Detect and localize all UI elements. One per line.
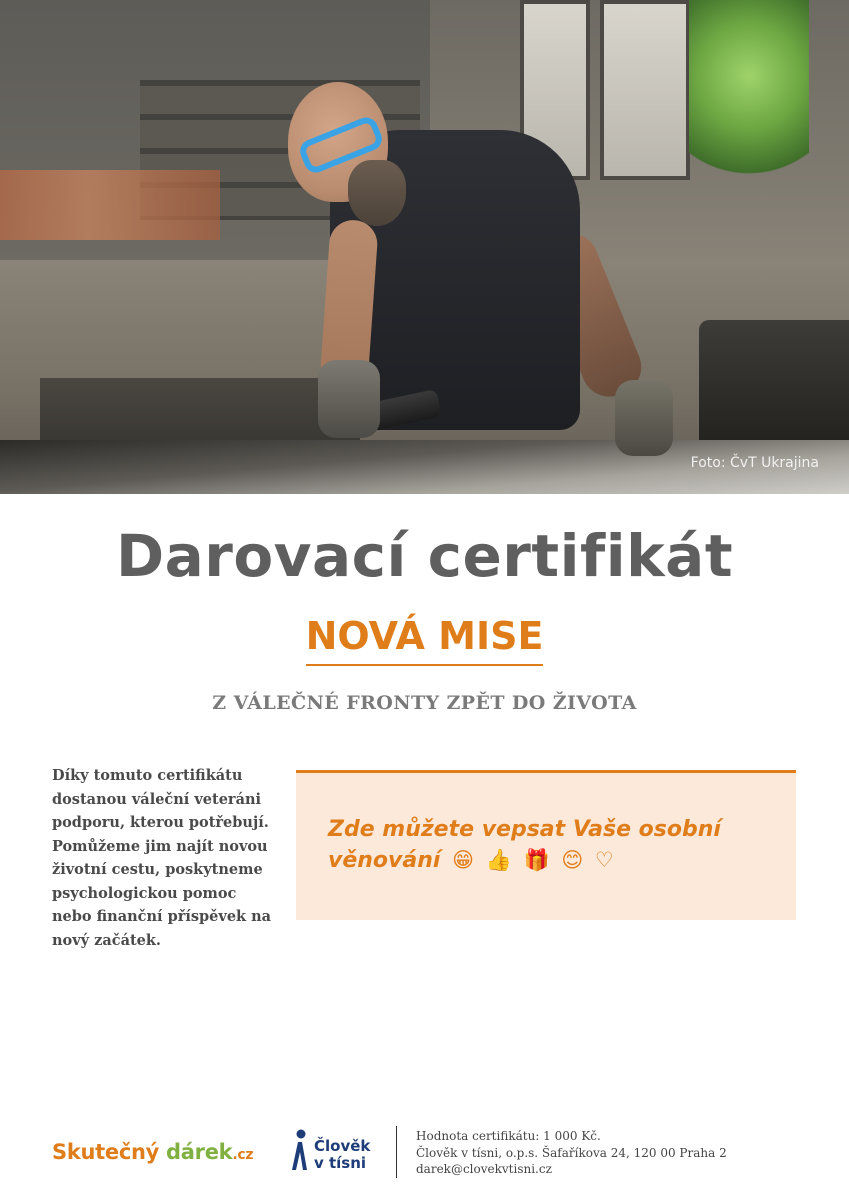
hero-photo — [0, 0, 849, 494]
logo-text-part: dárek — [166, 1140, 233, 1164]
dedication-text-wrapper — [328, 815, 766, 876]
footer-divider — [396, 1126, 397, 1178]
photo-machine — [699, 320, 849, 440]
thumbs-up-emoji-icon: 👍 — [485, 848, 512, 872]
gift-emoji-icon: 🎁 — [523, 848, 550, 872]
heart-emoji-icon: ♡ — [594, 848, 614, 872]
skutecny-darek-logo — [52, 1140, 253, 1164]
clovek-v-tisni-name — [314, 1138, 370, 1172]
photo-glove — [318, 360, 380, 438]
person-figure-icon — [286, 1128, 312, 1176]
logo-line: v tísni — [314, 1154, 367, 1172]
clovek-v-tisni-logo — [286, 1128, 386, 1178]
certificate-title: Darovací certifikát — [115, 522, 734, 590]
photo-plant — [689, 0, 809, 190]
logo-text-part: .cz — [232, 1147, 254, 1163]
mission-name: NOVÁ MISE — [306, 614, 544, 666]
certificate-description: Díky tomuto certifikátu dostanou váleční veteráni podporu, kterou potřebují. Pomůžeme jim najít novou životní cestu, poskytneme psychologickou pomoc nebo finanční příspěvek na nový začátek. — [52, 767, 272, 949]
mission-subtitle: Z VÁLEČNÉ FRONTY ZPĚT DO ŽIVOTA — [212, 692, 637, 714]
dedication-box[interactable] — [296, 770, 796, 920]
photo-crates — [0, 170, 220, 240]
smile-emoji-icon: 😊 — [561, 848, 584, 872]
dedication-text: Zde můžete vepsat Vaše osobní věnování — [328, 817, 721, 873]
photo-glove — [615, 380, 673, 456]
certificate-value: Hodnota certifikátu: 1 000 Kč. — [416, 1129, 601, 1143]
organization-address: Člověk v tísni, o.p.s. Šafaříkova 24, 120 00 Praha 2 — [416, 1145, 727, 1160]
mission-heading — [0, 614, 849, 666]
grin-emoji-icon: 😁 — [452, 848, 475, 872]
photo-window — [600, 0, 690, 180]
logo-line: Člověk — [314, 1137, 371, 1155]
logo-text-part: Skutečný — [52, 1140, 167, 1164]
photo-worker-beard — [348, 160, 406, 226]
contact-email[interactable]: darek@clovekvtisni.cz — [416, 1162, 552, 1176]
footer-info — [416, 1128, 727, 1178]
photo-credit: Foto: ČvT Ukrajina — [690, 455, 819, 471]
